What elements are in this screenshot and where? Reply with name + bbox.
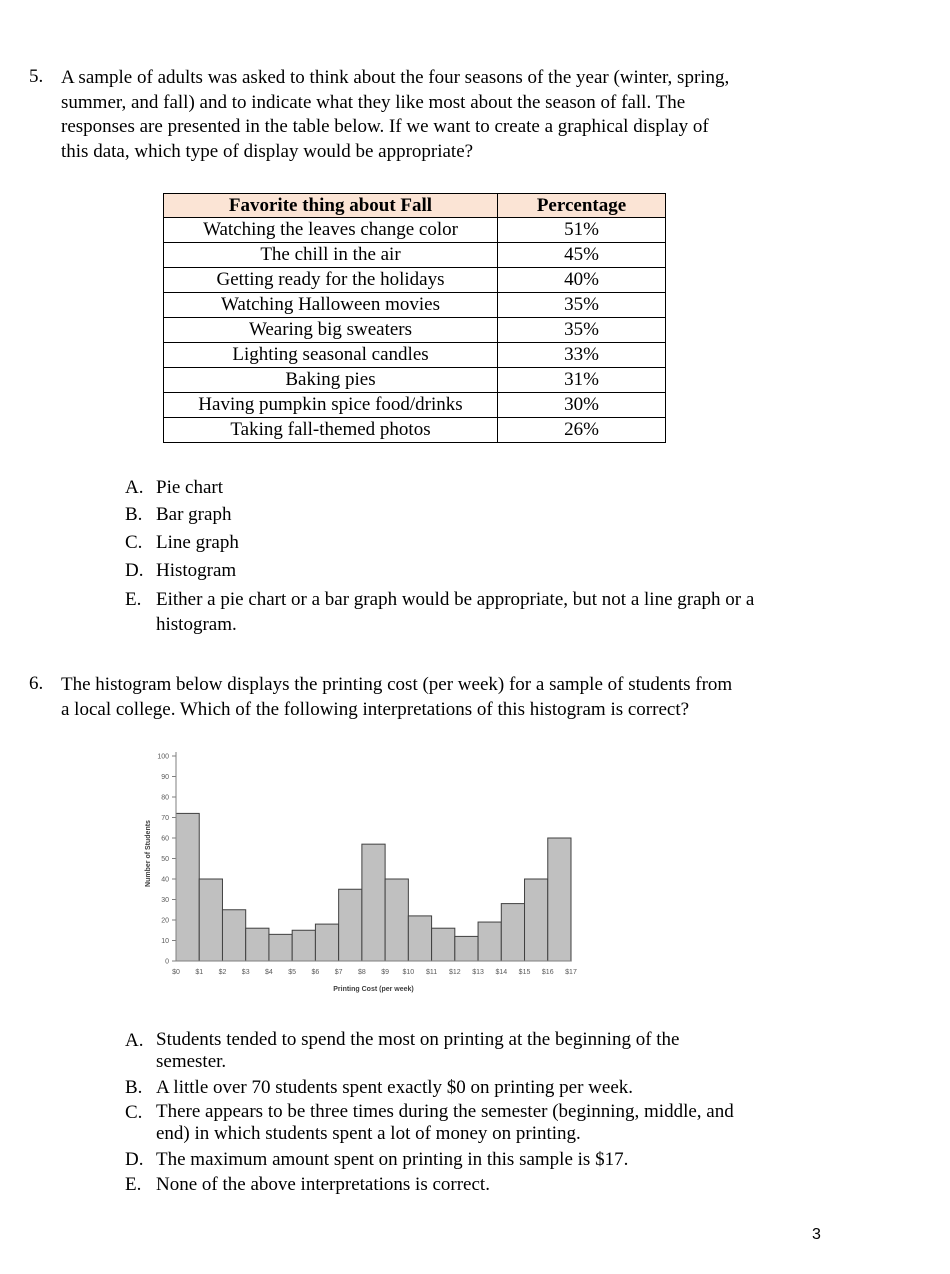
- q5-line: responses are presented in the table below. If we want to create a graphical display of: [61, 116, 709, 137]
- option-letter: A.: [125, 477, 144, 498]
- x-tick-label: $9: [381, 969, 390, 976]
- q6-question-text: [61, 673, 821, 722]
- option-text: Pie chart: [156, 477, 224, 498]
- x-tick-label: $11: [426, 969, 438, 976]
- histogram-bar: [408, 916, 431, 961]
- cell-thing: Watching the leaves change color: [164, 218, 498, 243]
- histogram-bar: [455, 936, 478, 961]
- y-tick-label: 30: [161, 897, 169, 904]
- x-tick-label: $2: [218, 969, 227, 976]
- cell-thing: Watching Halloween movies: [164, 293, 498, 318]
- histogram-bar: [548, 838, 571, 961]
- cell-percentage: 40%: [498, 268, 666, 293]
- option-letter: E.: [125, 589, 142, 610]
- option-text: [156, 588, 754, 637]
- x-tick-label: $0: [172, 969, 180, 976]
- histogram-bar: [222, 910, 245, 961]
- page-number: 3: [812, 1226, 821, 1243]
- q5-option-c[interactable]: [125, 531, 845, 556]
- q6-option-a[interactable]: [125, 1029, 845, 1079]
- x-axis-title: Printing Cost (per week): [333, 986, 414, 993]
- q5-option-a[interactable]: [125, 476, 845, 501]
- table-row: [164, 293, 666, 318]
- x-tick-label: $1: [195, 969, 204, 976]
- y-tick-label: 10: [161, 938, 169, 945]
- option-text: [156, 1101, 734, 1145]
- option-letter: B.: [125, 1077, 143, 1098]
- cell-percentage: 31%: [498, 368, 666, 393]
- table-row: [164, 243, 666, 268]
- x-tick-label: $4: [265, 969, 273, 976]
- table-row: [164, 418, 666, 443]
- cell-thing: Taking fall-themed photos: [164, 418, 498, 443]
- x-tick-label: $13: [472, 969, 484, 976]
- histogram-bar: [315, 924, 338, 961]
- q5-line: this data, which type of display would be appropriate?: [61, 140, 474, 162]
- table-row: [164, 343, 666, 368]
- option-text: A little over 70 students spent exactly $0 on printing per week.: [156, 1077, 634, 1098]
- q6-option-d[interactable]: [125, 1148, 845, 1173]
- cell-thing: Having pumpkin spice food/drinks: [164, 393, 498, 418]
- histogram-bar: [501, 904, 524, 961]
- option-letter: C.: [125, 532, 143, 553]
- table-row: [164, 268, 666, 293]
- option-line: There appears to be three times during the semester (beginning, middle, and: [156, 1101, 734, 1122]
- y-tick-label: 50: [161, 856, 169, 863]
- histogram-bar: [246, 928, 269, 961]
- cell-thing: The chill in the air: [164, 243, 498, 268]
- x-tick-label: $16: [541, 969, 554, 976]
- option-line: Students tended to spend the most on printing at the beginning of the: [156, 1029, 680, 1050]
- histogram-bar: [525, 879, 548, 961]
- histogram-bar: [176, 813, 199, 961]
- cell-percentage: 51%: [498, 218, 666, 243]
- x-tick-label: $15: [518, 969, 531, 976]
- option-letter: D.: [125, 1149, 144, 1170]
- cell-percentage: 33%: [498, 343, 666, 368]
- option-text: None of the above interpretations is correct.: [156, 1174, 490, 1195]
- option-line: end) in which students spent a lot of money on printing.: [156, 1123, 581, 1144]
- x-tick-label: $7: [334, 969, 343, 976]
- histogram-bar: [339, 889, 362, 961]
- q5-option-b[interactable]: [125, 503, 845, 528]
- option-letter: A.: [125, 1030, 144, 1051]
- cell-thing: Wearing big sweaters: [164, 318, 498, 343]
- cell-percentage: 26%: [498, 418, 666, 443]
- option-letter: B.: [125, 504, 143, 525]
- option-letter: C.: [125, 1102, 143, 1123]
- q5-option-e[interactable]: [125, 588, 845, 640]
- y-tick-label: 60: [161, 835, 169, 843]
- cell-thing: Lighting seasonal candles: [164, 343, 498, 368]
- y-tick-label: 90: [161, 774, 169, 781]
- option-text: Line graph: [156, 532, 239, 553]
- q6-number: 6.: [29, 673, 44, 694]
- q5-number: 5.: [29, 66, 44, 87]
- q6-option-c[interactable]: [125, 1101, 845, 1151]
- q6-line: a local college. Which of the following interpretations of this histogram is correct?: [61, 698, 690, 720]
- x-tick-label: $3: [241, 969, 250, 976]
- fall-favorites-table: [163, 193, 666, 443]
- y-tick-label: 40: [161, 876, 169, 884]
- q5-question-text: [61, 66, 821, 164]
- cell-percentage: 35%: [498, 318, 666, 343]
- table-row: [164, 393, 666, 418]
- q6-option-b[interactable]: [125, 1076, 845, 1101]
- q6-line: The histogram below displays the printing cost (per week) for a sample of students from: [61, 674, 733, 695]
- y-axis-title: Number of Students: [145, 820, 152, 887]
- header-percentage: Percentage: [498, 194, 666, 218]
- y-tick-label: 100: [157, 753, 169, 761]
- cell-percentage: 45%: [498, 243, 666, 268]
- option-text: The maximum amount spent on printing in this sample is $17.: [156, 1149, 629, 1170]
- cell-thing: Baking pies: [164, 368, 498, 393]
- x-tick-label: $6: [311, 969, 320, 976]
- y-tick-label: 20: [161, 917, 169, 925]
- option-line: semester.: [156, 1051, 227, 1072]
- q5-line: summer, and fall) and to indicate what they like most about the season of fall. The: [61, 91, 686, 113]
- option-letter: D.: [125, 560, 144, 581]
- x-tick-label: $5: [288, 969, 297, 976]
- x-tick-label: $10: [402, 969, 415, 976]
- x-tick-label: $8: [357, 969, 366, 976]
- table-row: [164, 218, 666, 243]
- option-line: Either a pie chart or a bar graph would be appropriate, but not a line graph or a: [156, 589, 755, 610]
- cell-thing: Getting ready for the holidays: [164, 268, 498, 293]
- q5-option-d[interactable]: [125, 559, 845, 584]
- y-tick-label: 80: [161, 794, 169, 802]
- option-line: histogram.: [156, 613, 237, 635]
- x-tick-label: $12: [448, 969, 461, 976]
- q5-line: A sample of adults was asked to think about the four seasons of the year (winter, spring,: [61, 67, 730, 88]
- histogram-bar: [385, 879, 408, 961]
- histogram-bar: [292, 930, 315, 961]
- table-row: [164, 318, 666, 343]
- option-text: [156, 1029, 679, 1073]
- y-tick-label: 0: [165, 958, 169, 966]
- q6-option-e[interactable]: [125, 1173, 845, 1198]
- option-letter: E.: [125, 1174, 142, 1195]
- table-row: [164, 368, 666, 393]
- histogram-bar: [269, 934, 292, 961]
- y-tick-label: 70: [161, 815, 169, 822]
- printing-cost-histogram: [130, 745, 600, 1000]
- table-header-row: [164, 194, 666, 218]
- histogram-bar: [362, 844, 385, 961]
- option-text: Histogram: [156, 560, 237, 581]
- option-text: Bar graph: [156, 504, 232, 525]
- histogram-bar: [432, 928, 455, 961]
- cell-percentage: 30%: [498, 393, 666, 418]
- histogram-bar: [199, 879, 222, 961]
- x-tick-label: $14: [495, 969, 508, 976]
- x-tick-label: $17: [565, 969, 577, 976]
- cell-percentage: 35%: [498, 293, 666, 318]
- histogram-bar: [478, 922, 501, 961]
- header-favorite-thing: Favorite thing about Fall: [164, 194, 498, 218]
